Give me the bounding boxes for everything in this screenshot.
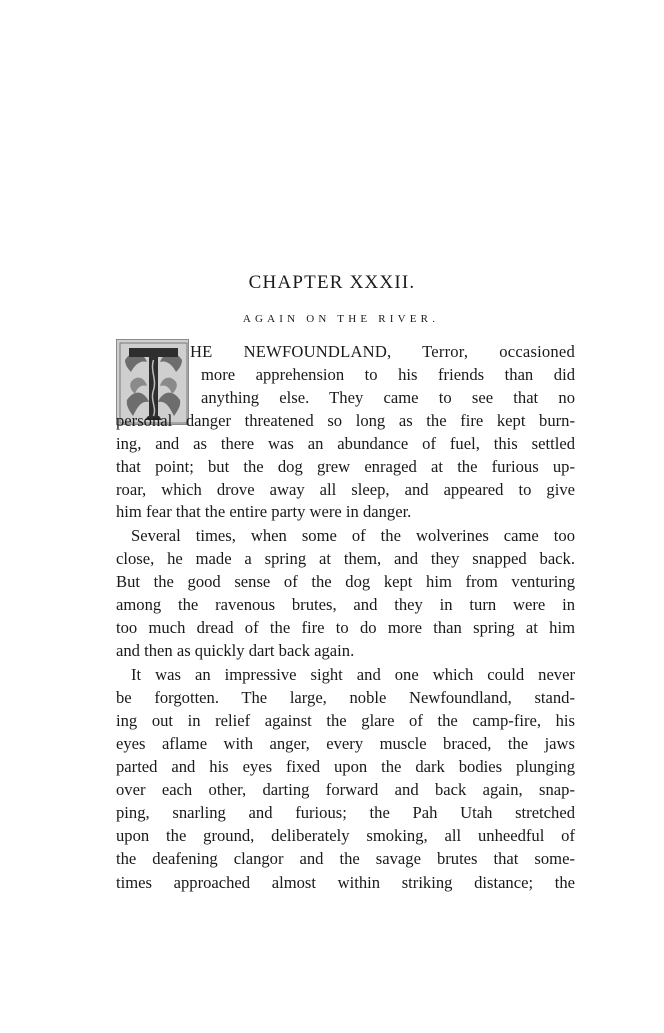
- text-line: him fear that the entire party were in danger.: [116, 502, 412, 521]
- text-line: roar, which drove away all sleep, and appeared to give: [116, 480, 575, 499]
- text-line: Several times, when some of the wolverines came too: [131, 526, 575, 545]
- text-line: personal danger threatened so long as the fire kept burn-: [116, 411, 575, 430]
- text-line: ing out in relief against the glare of the camp-fire, his: [116, 711, 575, 730]
- text-line: that point; but the dog grew enraged at the furious up-: [116, 457, 575, 476]
- text-line: HE NEWFOUNDLAND, Terror, occasioned: [190, 342, 575, 361]
- text-line: ping, snarling and furious; the Pah Utah stretched: [116, 803, 575, 822]
- text-line: ing, and as there was an abundance of fuel, this settled: [116, 434, 575, 453]
- text-line: among the ravenous brutes, and they in turn were in: [116, 595, 575, 614]
- chapter-subtitle: AGAIN ON THE RIVER.: [242, 313, 440, 325]
- text-line: upon the ground, deliberately smoking, all unheedful of: [116, 826, 575, 845]
- text-line: too much dread of the fire to do more than spring at him: [116, 618, 575, 637]
- text-line: be forgotten. The large, noble Newfoundland, stand-: [116, 688, 575, 707]
- text-line: more apprehension to his friends than did: [201, 365, 575, 384]
- text-line: over each other, darting forward and back again, snap-: [116, 780, 575, 799]
- text-line: parted and his eyes fixed upon the dark bodies plunging: [116, 757, 575, 776]
- text-line: the deafening clangor and the savage brutes that some-: [116, 849, 575, 868]
- text-line: It was an impressive sight and one which could never: [131, 665, 575, 684]
- text-line: times approached almost within striking distance; the: [116, 873, 575, 892]
- chapter-title: CHAPTER XXXII.: [248, 272, 416, 293]
- text-line: But the good sense of the dog kept him from venturing: [116, 572, 575, 591]
- text-line: and then as quickly dart back again.: [116, 641, 355, 660]
- text-line: eyes aflame with anger, every muscle braced, the jaws: [116, 734, 575, 753]
- text-line: close, he made a spring at them, and they snapped back.: [116, 549, 575, 568]
- text-line: anything else. They came to see that no: [201, 388, 575, 407]
